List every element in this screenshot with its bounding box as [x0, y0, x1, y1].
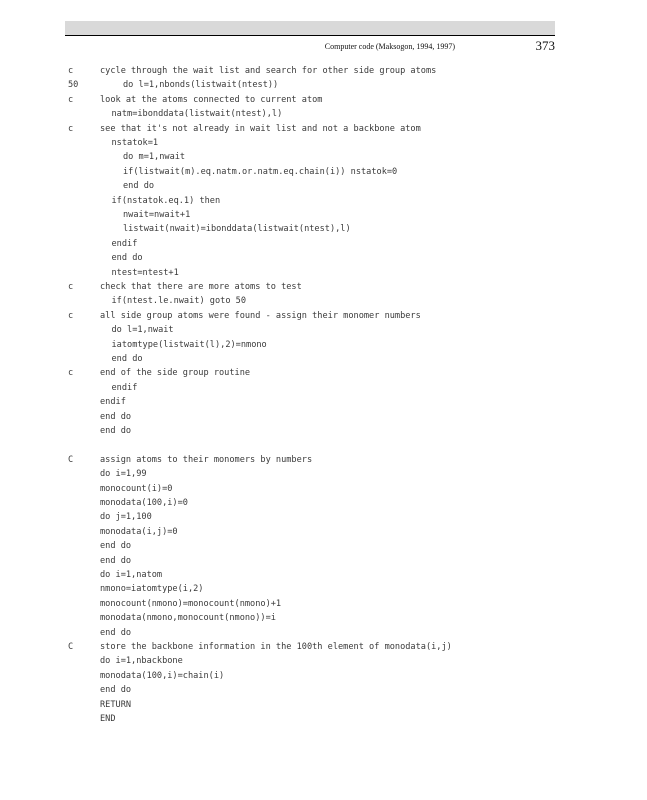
- code-line: nstatok=1: [111, 138, 159, 148]
- code-line-label: C: [68, 455, 74, 465]
- code-line: end do: [100, 556, 132, 566]
- code-line: end do: [111, 354, 143, 364]
- code-line: end of the side group routine: [100, 368, 251, 378]
- code-line: all side group atoms were found - assign their monomer numbers: [100, 311, 421, 321]
- code-line: do m=1,nwait: [123, 152, 186, 162]
- code-line-label: c: [68, 124, 74, 134]
- code-line: do j=1,100: [100, 512, 152, 522]
- code-line-label: C: [68, 642, 74, 652]
- page-number: 373: [535, 38, 555, 53]
- code-line: end do: [111, 253, 143, 263]
- code-line: iatomtype(listwait(l),2)=nmono: [111, 340, 267, 350]
- code-line-label: 50: [68, 80, 79, 90]
- code-line: endif: [111, 383, 138, 393]
- code-line: endif: [111, 239, 138, 249]
- code-line: END: [100, 714, 116, 724]
- code-line: assign atoms to their monomers by numbers: [100, 455, 313, 465]
- code-line: do l=1,nwait: [111, 325, 174, 335]
- code-line: store the backbone information in the 100th element of monodata(i,j): [100, 642, 452, 652]
- code-line: look at the atoms connected to current atom: [100, 95, 323, 105]
- code-line: RETURN: [100, 700, 132, 710]
- code-line: monodata(nmono,monocount(nmono))=i: [100, 613, 276, 623]
- code-line-label: c: [68, 311, 74, 321]
- code-line: do l=1,nbonds(listwait(ntest)): [123, 80, 279, 90]
- code-line: endif: [100, 397, 126, 407]
- code-line: end do: [123, 181, 155, 191]
- code-line: if(listwait(m).eq.natm.or.natm.eq.chain(i)) nstatok=0: [123, 167, 398, 177]
- header-rule: [65, 35, 555, 36]
- code-line-label: c: [68, 282, 74, 292]
- top-bar: [65, 21, 555, 35]
- code-line-label: c: [68, 368, 74, 378]
- code-line: monodata(i,j)=0: [100, 527, 178, 537]
- code-line: see that it's not already in wait list and not a backbone atom: [100, 124, 421, 134]
- code-line: do i=1,nbackbone: [100, 656, 183, 666]
- code-line: do i=1,natom: [100, 570, 163, 580]
- code-line: end do: [100, 541, 132, 551]
- code-line: monocount(nmono)=monocount(nmono)+1: [100, 599, 282, 609]
- code-line-label: c: [68, 95, 74, 105]
- code-line: check that there are more atoms to test: [100, 282, 302, 292]
- code-line: monodata(100,i)=0: [100, 498, 188, 508]
- code-line: nwait=nwait+1: [123, 210, 191, 220]
- code-line: end do: [100, 628, 132, 638]
- code-line: end do: [100, 412, 132, 422]
- code-line: end do: [100, 426, 132, 436]
- code-line: listwait(nwait)=ibonddata(listwait(ntest),l): [123, 224, 351, 234]
- code-line: if(nstatok.eq.1) then: [111, 196, 221, 206]
- code-line: end do: [100, 685, 132, 695]
- code-line: cycle through the wait list and search for other side group atoms: [100, 66, 437, 76]
- code-line: natm=ibonddata(listwait(ntest),l): [111, 109, 283, 119]
- code-line: do i=1,99: [100, 469, 147, 479]
- code-line: if(ntest.le.nwait) goto 50: [111, 296, 247, 306]
- code-line: ntest=ntest+1: [111, 268, 179, 278]
- code-line: nmono=iatomtype(i,2): [100, 584, 204, 594]
- code-line: monodata(100,i)=chain(i): [100, 671, 225, 681]
- code-line-label: c: [68, 66, 74, 76]
- code-line: monocount(i)=0: [100, 484, 173, 494]
- running-header: Computer code (Maksogon, 1994, 1997): [324, 42, 455, 51]
